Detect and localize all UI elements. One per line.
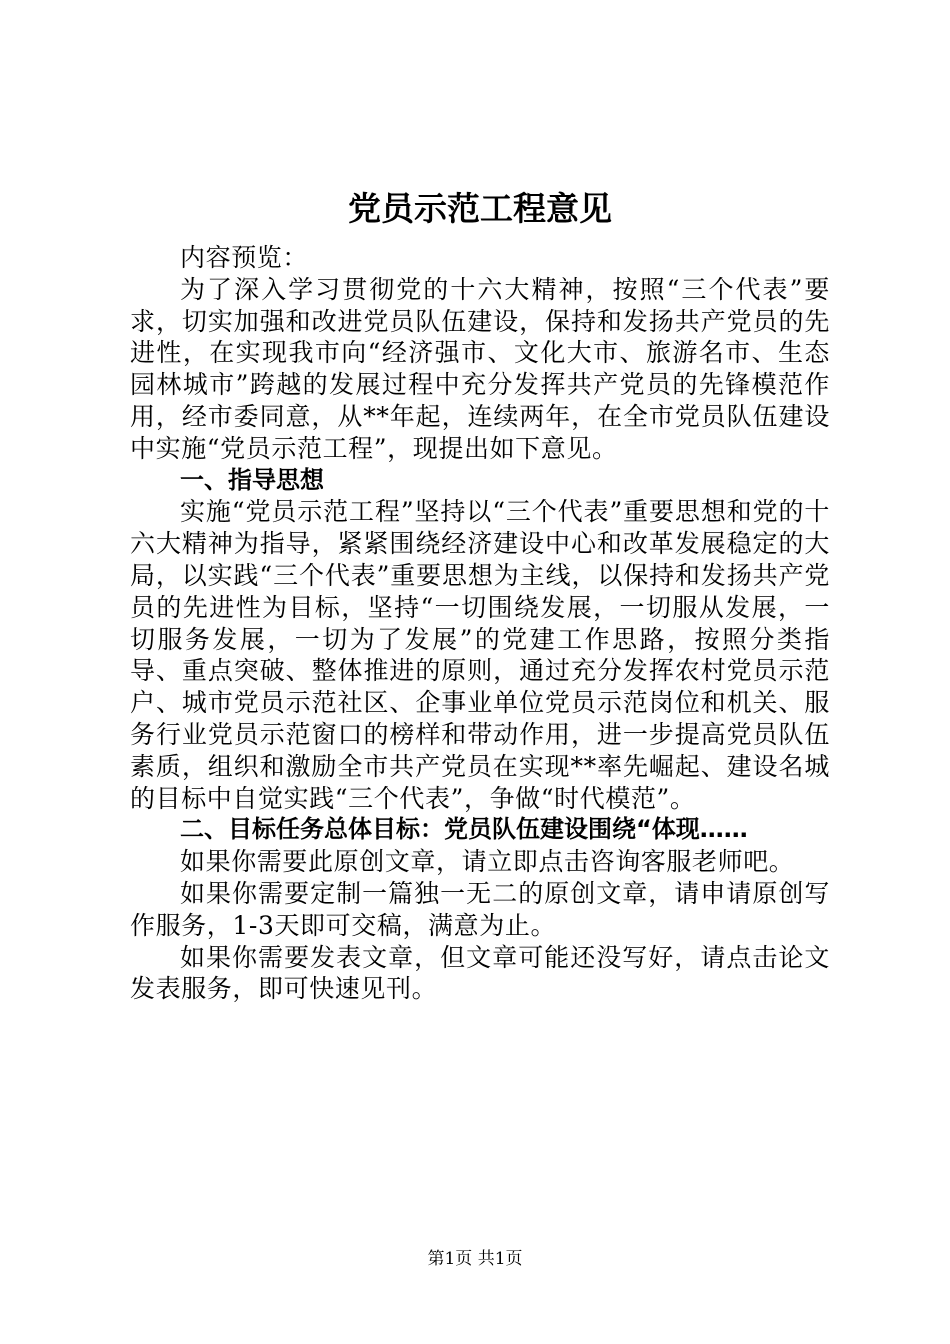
paragraph: 内容预览： [180,243,309,272]
section-heading: 一、指导思想 [180,465,324,494]
paragraph: 为了深入学习贯彻党的十六大精神，按照“三个代表”要求，切实加强和改进党员队伍建设，保持和发扬共产党员的先进性，在实现我市向“经济强市、文化大市、旅游名市、生态园林城市”跨越的发展过程中充分发挥共产党员的先锋模范作用，经市委同意，从**年起，连续两年，在全市党员队伍建设中实施“党员示范工程”，现提出如下意见。 [130,274,830,463]
paragraph: 如果你需要发表文章，但文章可能还没写好，请点击论文发表服务，即可快速见刊。 [130,942,830,1004]
section-heading: 二、目标任务总体目标：党员队伍建设围绕“体现…… [180,815,748,844]
document-content [130,242,830,1005]
paragraph: 如果你需要定制一篇独一无二的原创文章，请申请原创写作服务，1-3天即可交稿，满意为止。 [130,878,830,940]
document-title: 党员示范工程意见 [348,189,612,228]
paragraph: 实施“党员示范工程”坚持以“三个代表”重要思想和党的十六大精神为指导，紧紧围绕经济建设中心和改革发展稳定的大局，以实践“三个代表”重要思想为主线，以保持和发扬共产党员的先进性为目标，坚持“一切围绕发展，一切服从发展，一切服务发展，一切为了发展”的党建工作思路，按照分类指导、重点突破、整体推进的原则，通过充分发挥农村党员示范户、城市党员示范社区、企事业单位党员示范岗位和机关、服务行业党员示范窗口的榜样和带动作用，进一步提高党员队伍素质，组织和激励全市共产党员在实现**率先崛起、建设名城的目标中自觉实践“三个代表”，争做“时代模范”。 [130,497,830,813]
document-body [130,182,830,1005]
page-footer: 第1页 共1页 [427,1249,523,1269]
paragraph: 如果你需要此原创文章，请立即点击咨询客服老师吧。 [180,847,795,877]
